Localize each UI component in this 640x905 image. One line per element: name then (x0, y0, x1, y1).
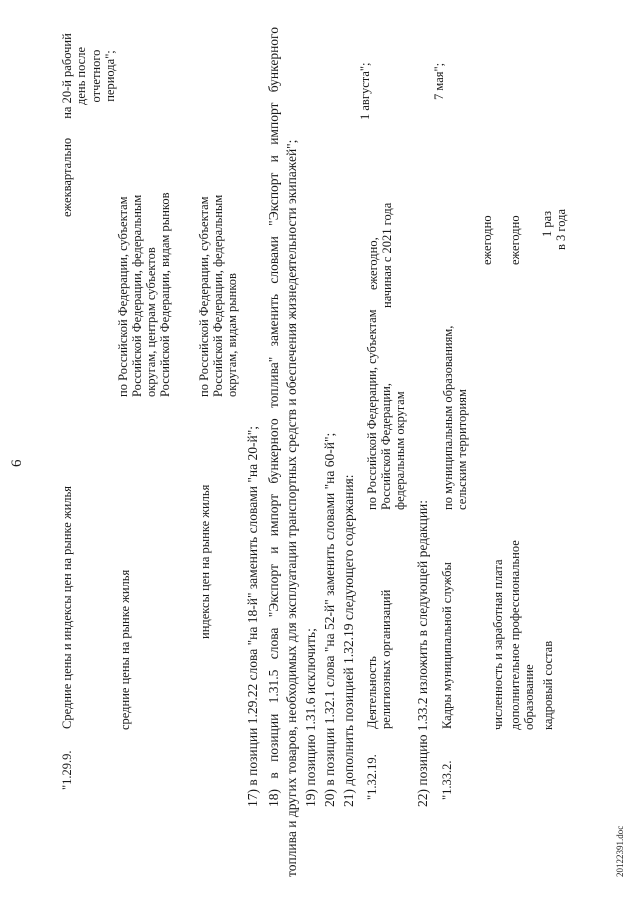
subrow-level-price-indices-1: по Российской Федерации, субъектам (197, 196, 211, 397)
paragraph-21: 21) дополнить позицией 1.32.19 следующего содержания: (341, 474, 356, 807)
subrow-period-headcount-wages: ежегодно (480, 215, 494, 265)
row-period-1-32-19-line-2: начиная с 2021 года (380, 202, 394, 308)
row-title-1-33-2: Кадры муниципальной службы (440, 562, 454, 729)
paragraph-18-line-2: топлива и других товаров, необходимых для эксплуатации транспортных средств и обеспечения жизнедеятельности экипажей"; (284, 139, 299, 877)
row-title-1-32-19-line-1: Деятельность (365, 656, 379, 729)
paragraph-20: 20) в позиции 1.32.1 слова "на 52-й" заменить словами "на 60-й"; (322, 432, 337, 807)
subrow-level-market-prices-3: округам, центрам субъектов (144, 247, 158, 397)
footer-document-id: 20122391.doc (615, 825, 625, 877)
row-level-1-32-19-3: федеральным округам (393, 391, 407, 510)
subrow-title-price-indices: индексы цен на рынке жилья (198, 484, 212, 639)
subrow-title-professional-education-line-1: дополнительное профессиональное (508, 540, 522, 730)
subrow-title-headcount-wages: численность и заработная плата (491, 559, 505, 730)
row-code-1-32-19: "1.32.19. (365, 754, 379, 800)
row-period-1-32-19-line-1: ежегодно, (366, 237, 380, 290)
row-level-1-33-2-2: сельским территориям (455, 389, 469, 510)
subrow-title-market-prices: средние цены на рынке жилья (118, 569, 132, 730)
subrow-title-professional-education-line-2: образование (522, 664, 536, 730)
paragraph-19: 19) позицию 1.31.6 исключить; (303, 628, 318, 807)
row-title-1-29-9: Средние цены и индексы цен на рынке жилья (60, 486, 74, 729)
row-deadline-1-32-19: 1 августа"; (358, 62, 372, 120)
subrow-title-staff-composition: кадровый состав (541, 640, 555, 730)
row-level-1-33-2-1: по муниципальным образованиям, (441, 325, 455, 510)
subrow-period-staff-composition-line-1: 1 раз (540, 210, 554, 237)
subrow-level-market-prices-4: Российской Федерации, видам рынков (158, 192, 172, 397)
row-title-1-32-19-line-2: религиозных организаций (379, 589, 393, 729)
row-deadline-1-29-9: на 20-й рабочий день после отчетного периода"; (60, 33, 118, 119)
paragraph-22: 22) позицию 1.33.2 изложить в следующей редакции: (415, 499, 430, 807)
row-code-1-29-9: "1.29.9. (60, 750, 74, 790)
page-number: 6 (9, 459, 25, 467)
paragraph-18-line-1: 18) в позиции 1.31.5 слова "Экспорт и импорт бункерного топлива" заменить словами "Экспорт и импорт бункерного (266, 27, 281, 807)
row-code-1-33-2: "1.33.2. (440, 760, 454, 800)
subrow-period-staff-composition-line-2: в 3 года (554, 208, 568, 250)
row-deadline-1-33-2: 7 мая"; (432, 62, 446, 100)
subrow-level-price-indices-3: округам, видам рынков (225, 273, 239, 397)
subrow-level-market-prices-1: по Российской Федерации, субъектам (116, 196, 130, 397)
subrow-level-price-indices-2: Российской Федерации, федеральным (211, 194, 225, 397)
subrow-level-market-prices-2: Российской Федерации, федеральным (130, 194, 144, 397)
paragraph-17: 17) в позиции 1.29.22 слова "на 18-й" заменить словами "на 20-й"; (245, 426, 260, 807)
row-level-1-32-19-2: Российской Федерации, (379, 383, 393, 510)
subrow-period-professional-education: ежегодно (508, 215, 522, 265)
row-level-1-32-19-1: по Российской Федерации, субъектам (365, 309, 379, 510)
row-period-1-29-9: ежеквартально (60, 137, 74, 217)
